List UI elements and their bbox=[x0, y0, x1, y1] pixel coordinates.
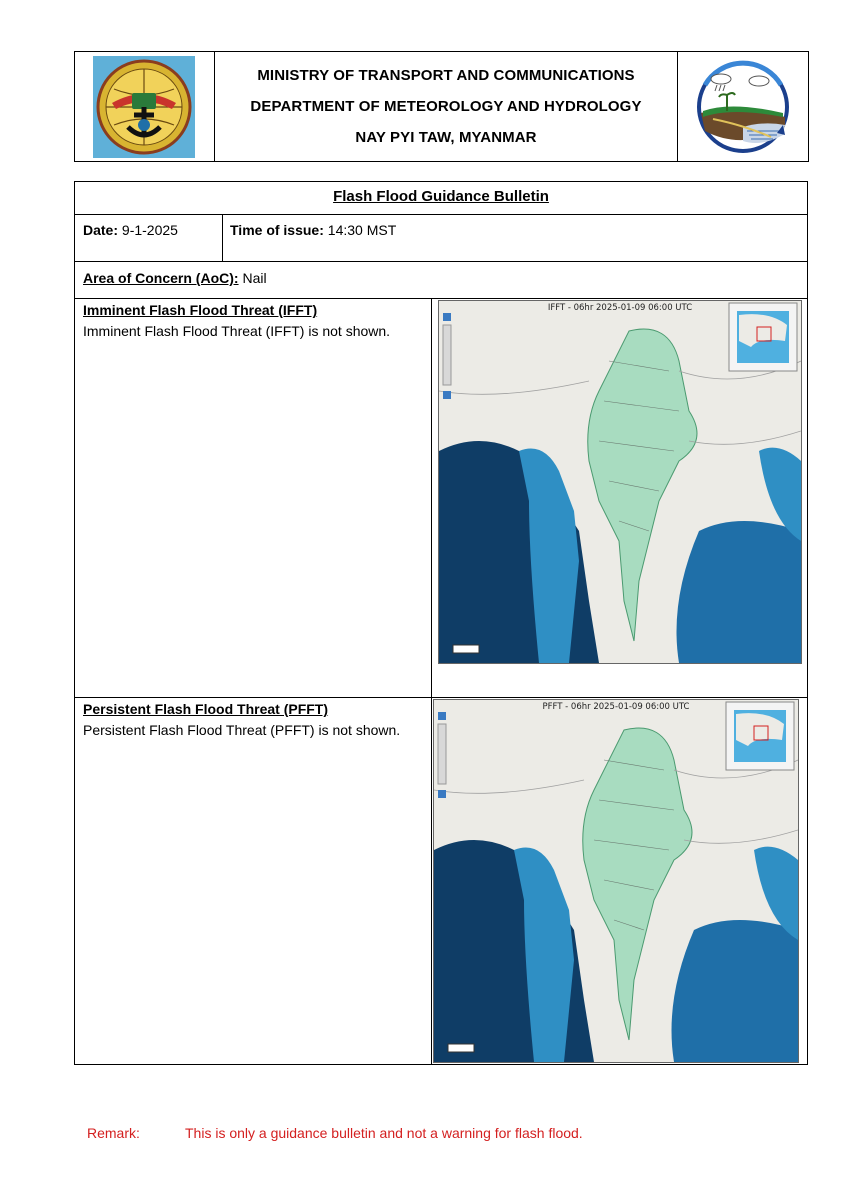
time-value: 14:30 MST bbox=[327, 222, 397, 238]
aoc-value: Nail bbox=[242, 270, 267, 286]
pfft-heading: Persistent Flash Flood Threat (PFFT) bbox=[83, 701, 329, 717]
header-left-cell bbox=[75, 52, 215, 161]
bulletin-title: Flash Flood Guidance Bulletin bbox=[75, 182, 807, 215]
ifft-heading: Imminent Flash Flood Threat (IFFT) bbox=[83, 302, 318, 318]
date-label: Date: bbox=[83, 222, 119, 238]
date-value: 9-1-2025 bbox=[121, 222, 178, 238]
ifft-map-caption: IFFT - 06hr 2025-01-09 06:00 UTC bbox=[547, 303, 693, 313]
pfft-text-cell bbox=[83, 701, 420, 744]
pfft-map-image bbox=[434, 700, 798, 1062]
bulletin-table bbox=[74, 181, 808, 1065]
header-right-cell bbox=[677, 52, 808, 161]
aoc-label: Area of Concern (AoC): bbox=[83, 270, 239, 286]
remark-label: Remark: bbox=[87, 1125, 140, 1141]
header-title-cell bbox=[214, 52, 678, 161]
aoc-row bbox=[75, 261, 807, 299]
pfft-map-caption: PFFT - 06hr 2025-01-09 06:00 UTC bbox=[542, 702, 690, 712]
time-cell bbox=[222, 222, 396, 238]
pfft-text: Persistent Flash Flood Threat (PFFT) is not shown. bbox=[83, 722, 401, 738]
header-line-ministry: MINISTRY OF TRANSPORT AND COMMUNICATIONS bbox=[257, 67, 635, 84]
ifft-row bbox=[75, 298, 807, 698]
header-line-department: DEPARTMENT OF METEOROLOGY AND HYDROLOGY bbox=[250, 98, 642, 115]
ifft-map bbox=[438, 300, 802, 664]
ministry-emblem-icon bbox=[92, 55, 196, 159]
ifft-text: Imminent Flash Flood Threat (IFFT) is not shown. bbox=[83, 323, 391, 339]
header-line-location: NAY PYI TAW, MYANMAR bbox=[355, 129, 537, 146]
date-cell bbox=[75, 222, 222, 238]
remark bbox=[87, 1125, 583, 1141]
hydrology-cycle-icon bbox=[691, 55, 795, 159]
ifft-text-cell bbox=[83, 302, 420, 345]
date-time-row bbox=[75, 214, 807, 262]
pfft-map bbox=[433, 699, 799, 1063]
time-label: Time of issue: bbox=[230, 222, 324, 238]
header-table bbox=[74, 51, 809, 162]
pfft-row bbox=[75, 697, 807, 1064]
ifft-map-image bbox=[439, 301, 801, 663]
aoc-cell bbox=[75, 270, 267, 286]
remark-text: This is only a guidance bulletin and not a warning for flash flood. bbox=[185, 1125, 583, 1141]
